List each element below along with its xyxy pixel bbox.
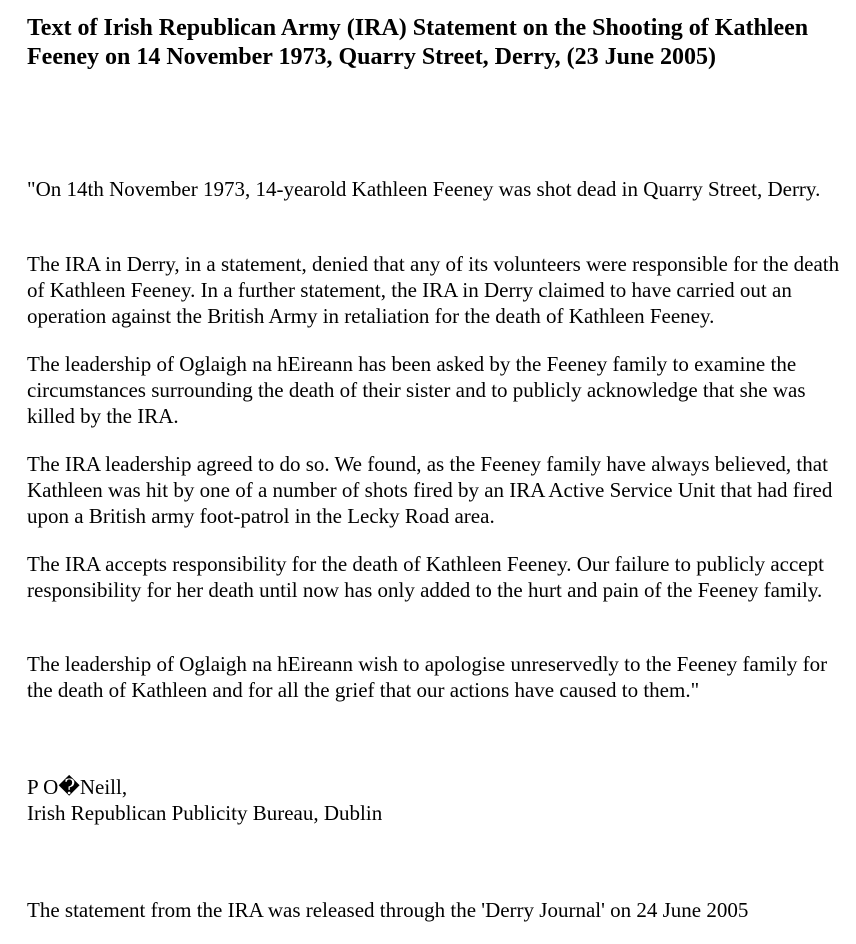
- statement-paragraph-5: The IRA accepts responsibility for the death of Kathleen Feeney. Our failure to publicly accept responsibility for her death until now has only added to the hurt and pain of the Feeney family.: [27, 552, 824, 602]
- statement-paragraph-6: The leadership of Oglaigh na hEireann wish to apologise unreservedly to the Feeney family for the death of Kathleen and for all the grief that our actions have caused to them.": [27, 652, 828, 702]
- statement-paragraph-1: "On 14th November 1973, 14-yearold Kathleen Feeney was shot dead in Quarry Street, Derry.: [27, 177, 821, 201]
- page-title: Text of Irish Republican Army (IRA) Statement on the Shooting of Kathleen Feeney on 14 November 1973, Quarry Street, Derry, (23 June 2005): [27, 15, 809, 70]
- signature-organization: Irish Republican Publicity Bureau, Dublin: [27, 801, 383, 825]
- statement-paragraph-3: The leadership of Oglaigh na hEireann has been asked by the Feeney family to examine the circumstances surrounding the death of their sister and to publicly acknowledge that she was killed by the IRA.: [27, 352, 806, 428]
- signature-name: P O�Neill,: [27, 775, 128, 799]
- statement-paragraph-4: The IRA leadership agreed to do so. We found, as the Feeney family have always believed, that Kathleen was hit by one of a number of shots fired by an IRA Active Service Unit that had fired upon a British army foot-patrol in the Lecky Road area.: [27, 452, 833, 528]
- release-note: The statement from the IRA was released through the 'Derry Journal' on 24 June 2005: [27, 898, 749, 922]
- statement-paragraph-2: The IRA in Derry, in a statement, denied that any of its volunteers were responsible for the death of Kathleen Feeney. In a further statement, the IRA in Derry claimed to have carried out an operation against the British Army in retaliation for the death of Kathleen Feeney.: [27, 252, 840, 328]
